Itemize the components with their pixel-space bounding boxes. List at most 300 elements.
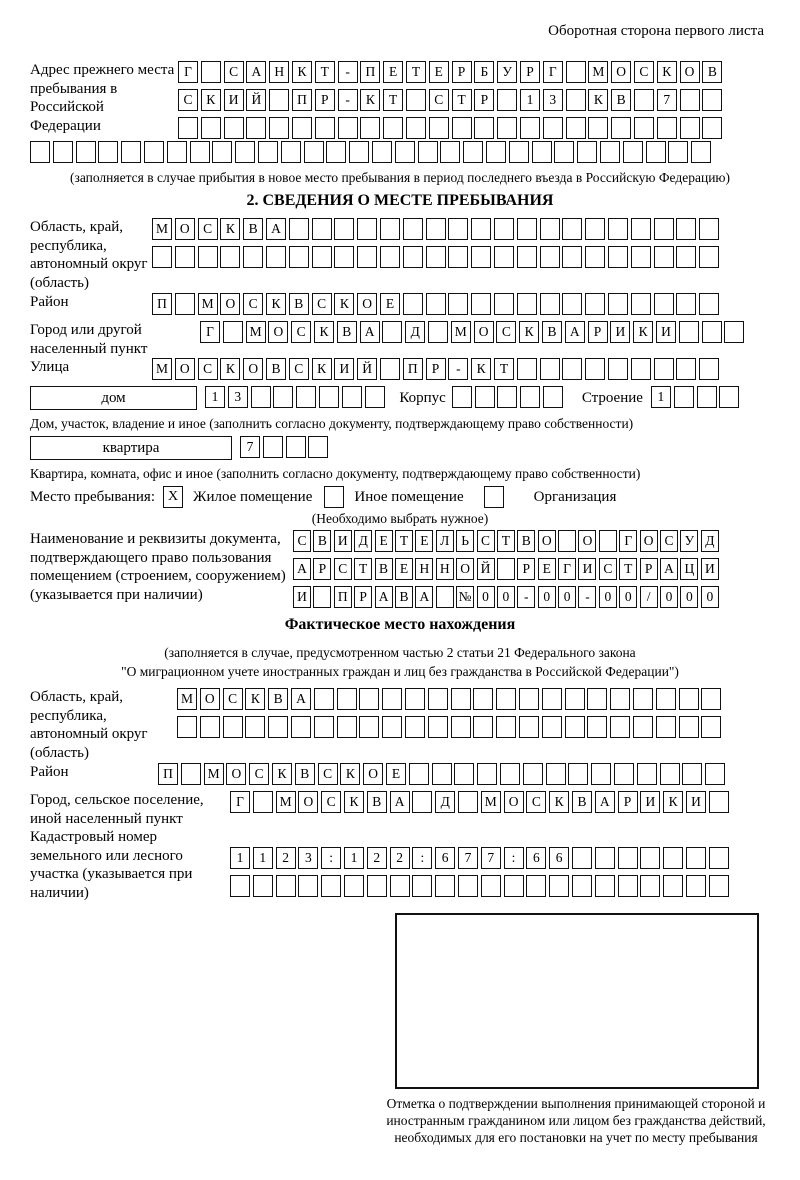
char-box[interactable]: С — [243, 293, 263, 315]
char-box[interactable]: С — [293, 530, 311, 552]
char-box[interactable]: Р — [452, 61, 472, 83]
char-box[interactable]: Р — [520, 61, 540, 83]
char-box[interactable]: С — [321, 791, 341, 813]
char-box[interactable] — [562, 218, 582, 240]
char-box[interactable] — [121, 141, 141, 163]
char-box[interactable] — [585, 246, 605, 268]
char-box[interactable] — [253, 791, 273, 813]
char-box[interactable]: К — [344, 791, 364, 813]
char-box[interactable] — [682, 763, 702, 785]
char-box[interactable] — [699, 358, 719, 380]
char-box[interactable] — [448, 246, 468, 268]
char-box[interactable]: О — [680, 61, 700, 83]
char-box[interactable] — [709, 875, 729, 897]
char-box[interactable] — [517, 293, 537, 315]
char-box[interactable]: О — [175, 218, 195, 240]
char-box[interactable] — [432, 763, 452, 785]
char-box[interactable]: № — [456, 586, 474, 608]
char-box[interactable]: Т — [452, 89, 472, 111]
char-box[interactable] — [321, 875, 341, 897]
char-box[interactable]: Е — [538, 558, 556, 580]
char-box[interactable]: С — [634, 61, 654, 83]
char-box[interactable] — [426, 246, 446, 268]
char-box[interactable] — [610, 688, 630, 710]
char-box[interactable]: 7 — [240, 436, 260, 458]
char-box[interactable]: Т — [354, 558, 372, 580]
char-box[interactable] — [403, 218, 423, 240]
char-box[interactable]: В — [289, 293, 309, 315]
char-box[interactable]: Т — [494, 358, 514, 380]
char-box[interactable] — [359, 688, 379, 710]
char-box[interactable] — [654, 293, 674, 315]
char-box[interactable]: - — [517, 586, 535, 608]
char-box[interactable]: П — [152, 293, 172, 315]
char-box[interactable] — [251, 386, 271, 408]
char-box[interactable]: О — [220, 293, 240, 315]
char-box[interactable]: 0 — [701, 586, 719, 608]
char-box[interactable] — [608, 358, 628, 380]
char-box[interactable]: С — [526, 791, 546, 813]
char-box[interactable]: С — [289, 358, 309, 380]
char-box[interactable]: О — [538, 530, 556, 552]
char-box[interactable]: А — [390, 791, 410, 813]
char-box[interactable]: Р — [354, 586, 372, 608]
char-box[interactable] — [53, 141, 73, 163]
char-box[interactable] — [190, 141, 210, 163]
char-box[interactable] — [496, 716, 516, 738]
char-box[interactable]: А — [565, 321, 585, 343]
char-box[interactable]: Р — [640, 558, 658, 580]
char-box[interactable] — [349, 141, 369, 163]
char-box[interactable] — [680, 117, 700, 139]
char-box[interactable] — [428, 321, 448, 343]
char-box[interactable] — [519, 688, 539, 710]
char-box[interactable]: О — [363, 763, 383, 785]
char-box[interactable] — [494, 246, 514, 268]
char-box[interactable]: О — [474, 321, 494, 343]
char-box[interactable] — [623, 141, 643, 163]
char-box[interactable] — [686, 875, 706, 897]
char-box[interactable]: О — [298, 791, 318, 813]
char-box[interactable]: В — [243, 218, 263, 240]
char-box[interactable]: П — [292, 89, 312, 111]
char-box[interactable] — [679, 716, 699, 738]
char-box[interactable] — [452, 117, 472, 139]
char-box[interactable]: 2 — [276, 847, 296, 869]
char-box[interactable] — [338, 117, 358, 139]
char-box[interactable]: / — [640, 586, 658, 608]
char-box[interactable]: Б — [474, 61, 494, 83]
char-box[interactable] — [359, 716, 379, 738]
char-box[interactable]: Й — [357, 358, 377, 380]
char-box[interactable] — [412, 875, 432, 897]
char-box[interactable] — [595, 847, 615, 869]
char-box[interactable] — [451, 716, 471, 738]
char-box[interactable]: А — [375, 586, 393, 608]
char-box[interactable]: П — [360, 61, 380, 83]
char-box[interactable]: К — [266, 293, 286, 315]
char-box[interactable] — [610, 716, 630, 738]
char-box[interactable]: С — [178, 89, 198, 111]
char-box[interactable] — [175, 246, 195, 268]
char-box[interactable]: О — [175, 358, 195, 380]
char-box[interactable]: О — [226, 763, 246, 785]
char-box[interactable] — [289, 218, 309, 240]
char-box[interactable]: О — [611, 61, 631, 83]
char-box[interactable]: С — [198, 358, 218, 380]
char-box[interactable]: С — [429, 89, 449, 111]
char-box[interactable]: П — [334, 586, 352, 608]
char-box[interactable]: О — [578, 530, 596, 552]
char-box[interactable] — [342, 386, 362, 408]
char-box[interactable] — [640, 875, 660, 897]
char-box[interactable]: В — [702, 61, 722, 83]
char-box[interactable] — [562, 293, 582, 315]
char-box[interactable]: Р — [474, 89, 494, 111]
char-box[interactable] — [223, 716, 243, 738]
char-box[interactable] — [428, 716, 448, 738]
char-box[interactable]: К — [272, 763, 292, 785]
char-box[interactable]: 1 — [344, 847, 364, 869]
char-box[interactable]: В — [517, 530, 535, 552]
char-box[interactable] — [542, 716, 562, 738]
char-box[interactable] — [451, 688, 471, 710]
char-box[interactable]: В — [572, 791, 592, 813]
char-box[interactable]: А — [360, 321, 380, 343]
char-box[interactable]: Е — [375, 530, 393, 552]
char-box[interactable] — [372, 141, 392, 163]
char-box[interactable]: - — [338, 61, 358, 83]
char-box[interactable]: 0 — [599, 586, 617, 608]
char-box[interactable] — [412, 791, 432, 813]
char-box[interactable] — [591, 763, 611, 785]
char-box[interactable]: - — [578, 586, 596, 608]
char-box[interactable] — [631, 218, 651, 240]
char-box[interactable]: К — [340, 763, 360, 785]
char-box[interactable]: 1 — [520, 89, 540, 111]
char-box[interactable]: 0 — [477, 586, 495, 608]
char-box[interactable] — [291, 716, 311, 738]
char-box[interactable] — [454, 763, 474, 785]
char-box[interactable] — [572, 875, 592, 897]
char-box[interactable] — [312, 246, 332, 268]
char-box[interactable]: Т — [497, 530, 515, 552]
char-box[interactable] — [201, 117, 221, 139]
char-box[interactable]: К — [314, 321, 334, 343]
char-box[interactable] — [654, 358, 674, 380]
char-box[interactable] — [435, 875, 455, 897]
char-box[interactable] — [565, 716, 585, 738]
char-box[interactable]: К — [312, 358, 332, 380]
char-box[interactable] — [686, 847, 706, 869]
char-box[interactable]: К — [471, 358, 491, 380]
char-box[interactable] — [286, 436, 306, 458]
char-box[interactable] — [474, 117, 494, 139]
char-box[interactable] — [654, 218, 674, 240]
char-box[interactable] — [448, 293, 468, 315]
char-box[interactable] — [701, 688, 721, 710]
char-box[interactable] — [406, 89, 426, 111]
char-box[interactable] — [656, 716, 676, 738]
char-box[interactable] — [98, 141, 118, 163]
char-box[interactable] — [600, 141, 620, 163]
char-box[interactable] — [542, 688, 562, 710]
char-box[interactable] — [608, 293, 628, 315]
char-box[interactable]: Н — [415, 558, 433, 580]
char-box[interactable]: В — [375, 558, 393, 580]
char-box[interactable] — [595, 875, 615, 897]
other-premises-checkbox[interactable] — [324, 486, 344, 508]
char-box[interactable]: О — [456, 558, 474, 580]
char-box[interactable] — [519, 716, 539, 738]
char-box[interactable]: С — [223, 688, 243, 710]
char-box[interactable] — [680, 89, 700, 111]
char-box[interactable] — [679, 688, 699, 710]
char-box[interactable] — [314, 716, 334, 738]
char-box[interactable] — [382, 716, 402, 738]
house-type-box[interactable]: дом — [30, 386, 197, 410]
char-box[interactable] — [724, 321, 744, 343]
char-box[interactable]: Д — [354, 530, 372, 552]
char-box[interactable]: А — [415, 586, 433, 608]
char-box[interactable]: Е — [383, 61, 403, 83]
char-box[interactable] — [436, 586, 454, 608]
char-box[interactable]: А — [291, 688, 311, 710]
char-box[interactable] — [405, 688, 425, 710]
char-box[interactable]: И — [334, 358, 354, 380]
char-box[interactable] — [562, 246, 582, 268]
char-box[interactable]: 1 — [230, 847, 250, 869]
char-box[interactable] — [304, 141, 324, 163]
char-box[interactable] — [246, 117, 266, 139]
char-box[interactable]: К — [220, 358, 240, 380]
char-box[interactable] — [646, 141, 666, 163]
char-box[interactable] — [494, 293, 514, 315]
char-box[interactable] — [201, 61, 221, 83]
char-box[interactable] — [452, 386, 472, 408]
char-box[interactable]: Р — [618, 791, 638, 813]
char-box[interactable] — [719, 386, 739, 408]
char-box[interactable] — [426, 218, 446, 240]
char-box[interactable]: К — [201, 89, 221, 111]
char-box[interactable] — [326, 141, 346, 163]
char-box[interactable] — [614, 763, 634, 785]
char-box[interactable] — [618, 875, 638, 897]
char-box[interactable]: С — [291, 321, 311, 343]
char-box[interactable] — [526, 875, 546, 897]
char-box[interactable]: М — [177, 688, 197, 710]
char-box[interactable]: И — [224, 89, 244, 111]
char-box[interactable]: Н — [436, 558, 454, 580]
char-box[interactable]: 2 — [390, 847, 410, 869]
char-box[interactable] — [587, 716, 607, 738]
char-box[interactable] — [572, 847, 592, 869]
char-box[interactable] — [144, 141, 164, 163]
char-box[interactable]: Р — [426, 358, 446, 380]
char-box[interactable]: У — [497, 61, 517, 83]
char-box[interactable] — [517, 246, 537, 268]
char-box[interactable] — [458, 875, 478, 897]
char-box[interactable]: К — [334, 293, 354, 315]
char-box[interactable] — [486, 141, 506, 163]
char-box[interactable] — [543, 386, 563, 408]
organization-checkbox[interactable] — [484, 486, 504, 508]
char-box[interactable]: 3 — [298, 847, 318, 869]
char-box[interactable]: Р — [315, 89, 335, 111]
char-box[interactable] — [654, 246, 674, 268]
char-box[interactable] — [258, 141, 278, 163]
char-box[interactable] — [395, 141, 415, 163]
char-box[interactable]: М — [276, 791, 296, 813]
char-box[interactable]: 1 — [651, 386, 671, 408]
char-box[interactable] — [565, 688, 585, 710]
char-box[interactable]: С — [318, 763, 338, 785]
char-box[interactable] — [269, 89, 289, 111]
char-box[interactable]: А — [266, 218, 286, 240]
char-box[interactable] — [497, 386, 517, 408]
char-box[interactable]: : — [412, 847, 432, 869]
char-box[interactable]: К — [519, 321, 539, 343]
char-box[interactable]: : — [321, 847, 341, 869]
char-box[interactable]: Т — [315, 61, 335, 83]
char-box[interactable] — [540, 246, 560, 268]
char-box[interactable]: В — [367, 791, 387, 813]
char-box[interactable]: 0 — [680, 586, 698, 608]
char-box[interactable]: 3 — [543, 89, 563, 111]
char-box[interactable]: 0 — [660, 586, 678, 608]
char-box[interactable] — [266, 246, 286, 268]
char-box[interactable]: С — [334, 558, 352, 580]
char-box[interactable] — [314, 688, 334, 710]
char-box[interactable] — [175, 293, 195, 315]
char-box[interactable] — [676, 293, 696, 315]
char-box[interactable]: 0 — [558, 586, 576, 608]
char-box[interactable] — [365, 386, 385, 408]
char-box[interactable]: И — [334, 530, 352, 552]
char-box[interactable]: Т — [406, 61, 426, 83]
char-box[interactable] — [167, 141, 187, 163]
char-box[interactable] — [245, 716, 265, 738]
char-box[interactable] — [562, 358, 582, 380]
char-box[interactable]: М — [152, 358, 172, 380]
char-box[interactable]: П — [403, 358, 423, 380]
char-box[interactable] — [585, 293, 605, 315]
char-box[interactable] — [618, 847, 638, 869]
char-box[interactable] — [380, 218, 400, 240]
char-box[interactable]: К — [588, 89, 608, 111]
char-box[interactable]: В — [395, 586, 413, 608]
char-box[interactable] — [263, 436, 283, 458]
char-box[interactable]: С — [249, 763, 269, 785]
char-box[interactable]: С — [224, 61, 244, 83]
char-box[interactable]: Г — [558, 558, 576, 580]
char-box[interactable] — [634, 89, 654, 111]
char-box[interactable] — [566, 89, 586, 111]
char-box[interactable] — [298, 875, 318, 897]
char-box[interactable] — [668, 141, 688, 163]
char-box[interactable] — [676, 246, 696, 268]
char-box[interactable] — [177, 716, 197, 738]
char-box[interactable] — [220, 246, 240, 268]
char-box[interactable] — [276, 875, 296, 897]
char-box[interactable]: 6 — [435, 847, 455, 869]
char-box[interactable]: Т — [619, 558, 637, 580]
char-box[interactable] — [76, 141, 96, 163]
char-box[interactable]: В — [542, 321, 562, 343]
char-box[interactable]: О — [268, 321, 288, 343]
char-box[interactable] — [477, 763, 497, 785]
char-box[interactable]: О — [640, 530, 658, 552]
char-box[interactable] — [699, 246, 719, 268]
char-box[interactable]: И — [640, 791, 660, 813]
char-box[interactable]: И — [686, 791, 706, 813]
char-box[interactable]: В — [337, 321, 357, 343]
char-box[interactable]: О — [200, 688, 220, 710]
char-box[interactable]: 0 — [497, 586, 515, 608]
char-box[interactable] — [558, 530, 576, 552]
char-box[interactable] — [313, 586, 331, 608]
char-box[interactable] — [663, 875, 683, 897]
char-box[interactable]: С — [198, 218, 218, 240]
char-box[interactable] — [473, 688, 493, 710]
char-box[interactable] — [403, 293, 423, 315]
char-box[interactable] — [319, 386, 339, 408]
residential-checkbox[interactable]: X — [163, 486, 183, 508]
char-box[interactable] — [496, 688, 516, 710]
char-box[interactable]: Т — [383, 89, 403, 111]
char-box[interactable] — [382, 688, 402, 710]
char-box[interactable] — [253, 875, 273, 897]
char-box[interactable]: К — [292, 61, 312, 83]
char-box[interactable] — [588, 117, 608, 139]
char-box[interactable] — [429, 117, 449, 139]
char-box[interactable] — [448, 218, 468, 240]
char-box[interactable] — [224, 117, 244, 139]
char-box[interactable] — [633, 716, 653, 738]
char-box[interactable]: Е — [429, 61, 449, 83]
char-box[interactable] — [637, 763, 657, 785]
char-box[interactable] — [517, 358, 537, 380]
char-box[interactable] — [292, 117, 312, 139]
char-box[interactable] — [334, 218, 354, 240]
char-box[interactable] — [409, 763, 429, 785]
char-box[interactable] — [235, 141, 255, 163]
char-box[interactable] — [656, 688, 676, 710]
char-box[interactable] — [679, 321, 699, 343]
char-box[interactable] — [471, 218, 491, 240]
char-box[interactable] — [549, 875, 569, 897]
char-box[interactable]: Ц — [680, 558, 698, 580]
char-box[interactable]: М — [204, 763, 224, 785]
char-box[interactable]: - — [338, 89, 358, 111]
char-box[interactable] — [566, 61, 586, 83]
char-box[interactable]: Д — [701, 530, 719, 552]
char-box[interactable]: Г — [178, 61, 198, 83]
char-box[interactable] — [532, 141, 552, 163]
char-box[interactable]: К — [245, 688, 265, 710]
char-box[interactable] — [380, 358, 400, 380]
char-box[interactable] — [30, 141, 50, 163]
char-box[interactable] — [540, 218, 560, 240]
char-box[interactable]: П — [158, 763, 178, 785]
char-box[interactable]: Р — [313, 558, 331, 580]
char-box[interactable]: 0 — [619, 586, 637, 608]
char-box[interactable]: Г — [543, 61, 563, 83]
char-box[interactable]: И — [701, 558, 719, 580]
char-box[interactable]: Д — [435, 791, 455, 813]
char-box[interactable]: 7 — [657, 89, 677, 111]
char-box[interactable]: У — [680, 530, 698, 552]
